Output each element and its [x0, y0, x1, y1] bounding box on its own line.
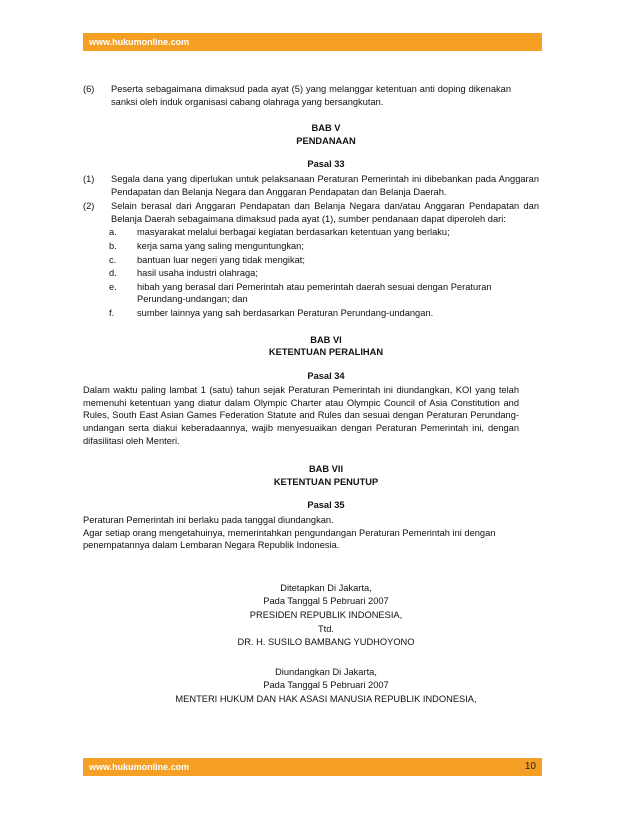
- list-item-text: kerja sama yang saling menguntungkan;: [137, 240, 304, 251]
- list-item-letter: c.: [109, 254, 117, 265]
- chapter-title: BAB VI: [310, 334, 342, 345]
- article-title: Pasal 35: [307, 500, 345, 511]
- paragraph-6: [83, 83, 543, 108]
- list-item-letter: f.: [109, 307, 115, 318]
- article-text: Dalam waktu paling lambat 1 (satu) tahun sejak Peraturan Pemerintah ini diundangkan, KOI yang telah memenuhi ketentuan yang diatur dalam Olympic Charter atau Olympic Council of Asia Constitution and Rules, South East Asian Games Federation Statute and Rules dan sesuai dengan Peraturan Perundang-undangan serta diakui keberadaannya, wajib menyesuaikan dengan Peraturan Pemerintah ini, dengan difasilitasi oleh Menteri.: [83, 385, 519, 446]
- signature-place: Ditetapkan Di Jakarta,: [280, 582, 372, 593]
- list-item: [109, 240, 543, 253]
- list-item-text: sumber lainnya yang sah berdasarkan Peraturan Perundang-undangan.: [137, 307, 434, 318]
- article-title: Pasal 33: [307, 159, 345, 170]
- article-title: Pasal 34: [307, 370, 345, 381]
- list-item: [109, 267, 543, 280]
- footer-bar: [83, 758, 542, 776]
- chapter-title: BAB VII: [308, 464, 344, 475]
- paragraph-text: Selain berasal dari Anggaran Pendapatan dan Belanja Negara dan/atau Anggaran Pendapatan dan Belanja Daerah sebagaimana dimaksud pada ayat (1), sumber pendanaan dapat diperoleh dari:: [111, 201, 539, 224]
- signature-place: Diundangkan Di Jakarta,: [275, 666, 377, 677]
- list-item-text: masyarakat melalui berbagai kegiatan berdasarkan ketentuan yang berlaku;: [137, 227, 450, 238]
- signature-ttd: Ttd.: [317, 623, 334, 634]
- chapter-subtitle: PENDANAAN: [296, 135, 356, 146]
- list-item: [109, 226, 543, 239]
- signature-office: PRESIDEN REPUBLIK INDONESIA,: [249, 610, 403, 620]
- list-item-text: hibah yang berasal dari Pemerintah atau pemerintah daerah sesuai dengan Peraturan Perundang-undangan; dan: [137, 281, 492, 305]
- list-item-letter: e.: [109, 281, 117, 292]
- promulgation-signature: [109, 666, 543, 707]
- paragraph-2: [83, 200, 543, 225]
- list-item-letter: b.: [109, 240, 117, 251]
- funding-source-list: [109, 226, 543, 319]
- signature-date: Pada Tanggal 5 Pebruari 2007: [263, 680, 389, 691]
- header-url: www.hukumonline.com: [89, 37, 190, 47]
- paragraph-1: [83, 173, 543, 198]
- list-item: [109, 307, 543, 320]
- document-body: [83, 83, 543, 707]
- article-text: Peraturan Pemerintah ini berlaku pada tanggal diundangkan.: [83, 515, 334, 526]
- chapter-subtitle: KETENTUAN PENUTUP: [273, 476, 379, 487]
- header-bar: [83, 33, 542, 51]
- list-item-text: hasil usaha industri olahraga;: [137, 268, 258, 279]
- paragraph-number: (6): [83, 84, 95, 94]
- list-item-text: bantuan luar negeri yang tidak mengikat;: [137, 254, 305, 265]
- chapter-title: BAB V: [311, 123, 341, 134]
- page-number: 10: [524, 761, 536, 772]
- enactment-signature: [109, 582, 543, 650]
- chapter-subtitle: KETENTUAN PERALIHAN: [268, 347, 384, 358]
- signature-office: MENTERI HUKUM DAN HAK ASASI MANUSIA REPUBLIK INDONESIA,: [175, 693, 477, 704]
- paragraph-number: (2): [83, 201, 95, 212]
- list-item: [109, 254, 543, 267]
- paragraph-text: Peserta sebagaimana dimaksud pada ayat (5) yang melanggar ketentuan anti doping dikenakan sanksi oleh induk organisasi cabang olahraga yang bersangkutan.: [111, 84, 511, 107]
- article-text: Agar setiap orang mengetahuinya, memerintahkan pengundangan Peraturan Pemerintah ini dengan penempatannya dalam Lembaran Negara Republik Indonesia.: [83, 527, 496, 551]
- signature-date: Pada Tanggal 5 Pebruari 2007: [263, 596, 389, 607]
- signature-name: DR. H. SUSILO BAMBANG YUDHOYONO: [237, 637, 415, 648]
- paragraph-number: (1): [83, 173, 95, 184]
- list-item-letter: a.: [109, 227, 117, 238]
- list-item-letter: d.: [109, 268, 117, 279]
- footer-url: www.hukumonline.com: [89, 762, 190, 772]
- paragraph-text: Segala dana yang diperlukan untuk pelaksanaan Peraturan Pemerintah ini dibebankan pada Anggaran Pendapatan dan Belanja Negara dan Anggaran Pendapatan dan Belanja Daerah.: [111, 173, 539, 197]
- list-item: [109, 281, 543, 306]
